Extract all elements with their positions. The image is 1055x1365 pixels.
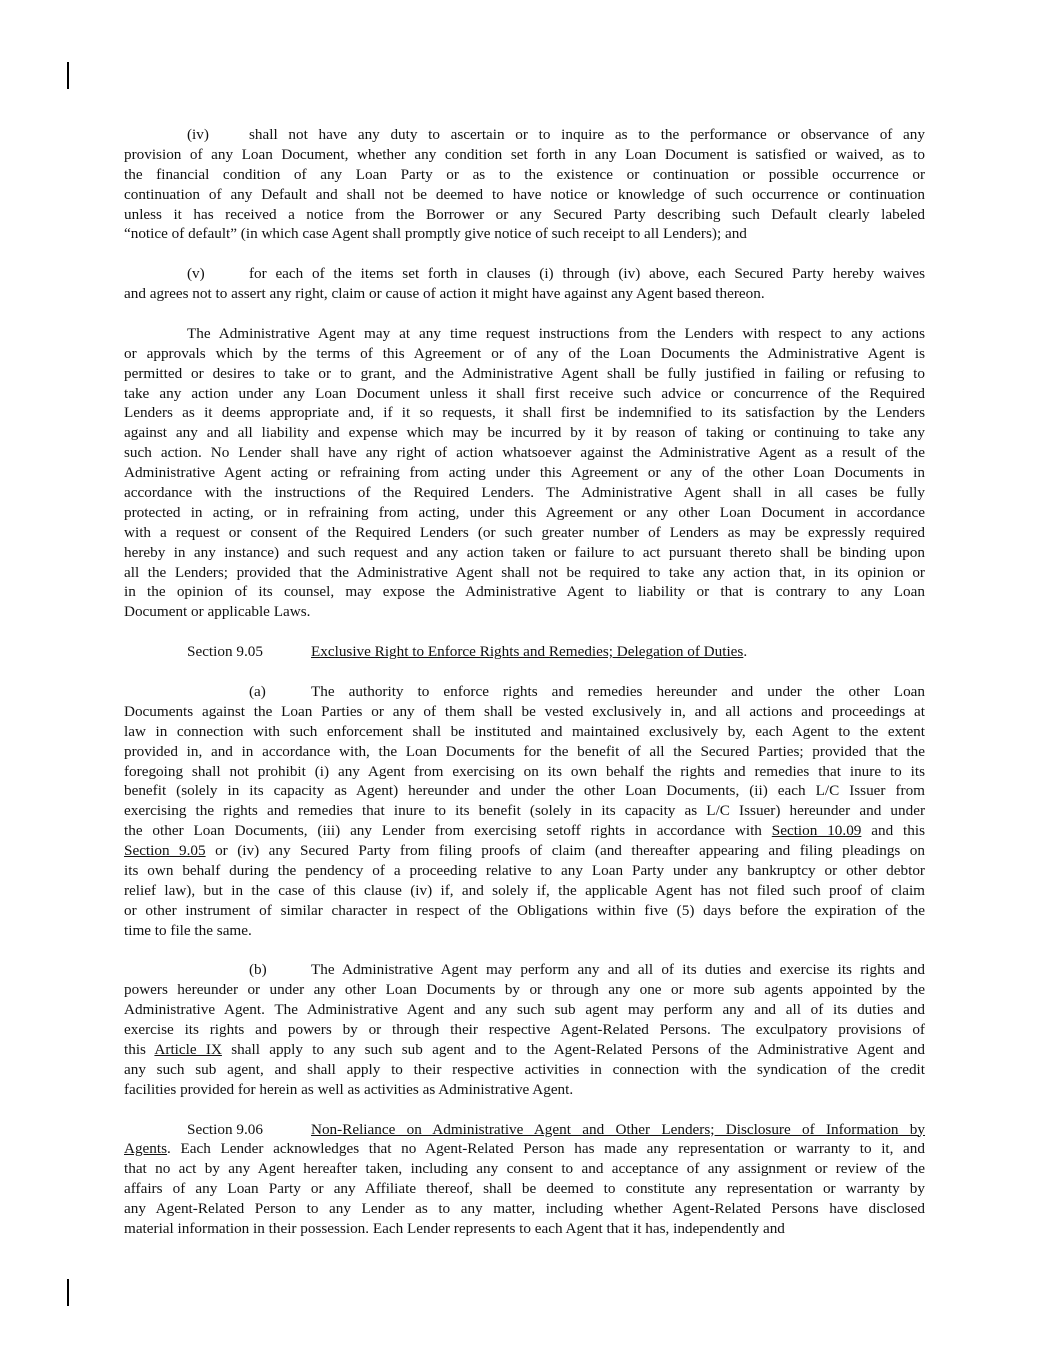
text-line: the other Loan Documents, (iii) any Lender from exercising setoff rights in accordance with Section 10.09 and this (124, 822, 926, 840)
text-line: with a request or consent of the Required Lenders (or such greater number of Lenders as may be expressly required (124, 523, 925, 541)
clause-label: Section 9.05 (187, 643, 263, 661)
text-line (124, 682, 925, 702)
text-line: or other instrument of similar character in respect of the Obligations within five (5) days before the expiration of the (124, 901, 925, 919)
clause-label: Section 9.06 (187, 1120, 263, 1138)
text-line: permitted or desires to take or to grant, and the Administrative Agent shall be fully justified in failing or refusing to (124, 364, 925, 382)
margin-change-bar (67, 1279, 69, 1306)
text-line (124, 264, 925, 284)
paragraph (124, 960, 925, 1099)
text-line: Administrative Agent. The Administrative Agent and any such sub agent may perform any and all of its duties and (124, 1001, 925, 1019)
text-line: Section 9.05 or (iv) any Secured Party from filing proofs of claim (and thereafter appearing and filing pleadings on (124, 842, 925, 860)
text-line: provision of any Loan Document, whether any condition set forth in any Loan Document is satisfied or waived, as to (124, 145, 925, 163)
section-heading (124, 1120, 925, 1239)
text-line (124, 642, 925, 662)
text-line (124, 1120, 925, 1140)
paragraph (124, 324, 925, 622)
text-line: hereby in any instance) and such request and any action taken or failure to act pursuant thereto shall be binding upon (124, 543, 925, 561)
text-line: law in connection with such enforcement shall be instituted and maintained exclusively by, each Agent to the extent (124, 722, 925, 740)
text-line: powers hereunder or under any other Loan Documents by or through any one or more sub agents appointed by the (124, 981, 925, 999)
text-line: facilities provided for herein as well as activities as Administrative Agent. (124, 1080, 574, 1098)
line-text: The Administrative Agent may perform any and all of its duties and exercise its rights and (311, 961, 925, 979)
line-text: Exclusive Right to Enforce Rights and Remedies; Delegation of Duties. (311, 643, 748, 661)
text-line: its own behalf during the pendency of a proceeding relative to any Loan Party under any bankruptcy or other debtor (124, 861, 925, 879)
text-line: material information in their possession. Each Lender represents to each Agent that it has, independently and (124, 1219, 785, 1237)
paragraph (124, 264, 925, 304)
clause-label: (a) (249, 682, 266, 700)
text-line: Lenders as it deems appropriate and, if it so requests, it shall first be indemnified to its satisfaction by the Lenders (124, 404, 925, 422)
clause-label: (iv) (187, 126, 209, 143)
cross-reference-link[interactable]: Agents (124, 1140, 168, 1158)
text-line: take any action under any Loan Document unless it shall first receive such advice or concurrence of the Required (124, 384, 925, 402)
cross-reference-link[interactable]: Section 9.05 (124, 842, 206, 860)
clause-label: (b) (249, 961, 267, 979)
text-line (124, 324, 925, 344)
document-body (124, 125, 925, 1239)
text-line: exercising the rights and remedies that inure to its benefit (solely in its capacity as L/C Issuer) hereunder and under (124, 802, 925, 820)
text-line: that no act by any Agent hereafter taken, including any consent to and acceptance of any assignment or review of the (124, 1160, 925, 1178)
text-line: or approvals which by the terms of this Agreement or of any of the Loan Documents the Administrative Agent is (124, 344, 925, 362)
section-heading (124, 642, 925, 662)
text-line: relief law), but in the case of this clause (iv) if, and solely if, the applicable Agent has not filed such proof of claim (124, 881, 925, 899)
line-text: shall not have any duty to ascertain or to inquire as to the performance or observance of any (249, 126, 925, 143)
text-line: any such sub agent, and shall apply to their respective activities in connection with the syndication of the credit (124, 1060, 925, 1078)
text-line: this Article IX shall apply to any such sub agent and to the Agent-Related Persons of the Administrative Agent and (124, 1040, 925, 1058)
line-text: The Administrative Agent may at any time request instructions from the Lenders with respect to any actions (187, 324, 925, 342)
text-line: benefit (solely in its capacity as Agent) hereunder and under the other Loan Documents, (ii) each L/C Issuer from (124, 782, 925, 800)
text-line: foregoing shall not prohibit (i) any Agent from exercising on its own behalf the rights and remedies that inure to its (124, 762, 925, 780)
text-line: unless it has received a notice from the Borrower or any Secured Party describing such Default clearly labeled (124, 205, 925, 223)
text-line: all the Lenders; provided that the Administrative Agent shall not be required to take any action that, in its opinion or (124, 563, 925, 581)
text-line: against any and all liability and expense which may be incurred by it by reason of taking or continuing to take any (124, 424, 925, 442)
text-line: Administrative Agent acting or refraining from acting under this Agreement or any of the other Loan Documents in (124, 464, 925, 482)
line-text: for each of the items set forth in clauses (i) through (iv) above, each Secured Party hereby waives (249, 265, 925, 283)
cross-reference-link[interactable]: Exclusive Right to Enforce Rights and Remedies; Delegation of Duties (311, 643, 744, 661)
text-line: such action. No Lender shall have any right of action whatsoever against the Administrative Agent as a result of the (124, 444, 925, 462)
text-line: “notice of default” (in which case Agent shall promptly give notice of such receipt to all Lenders); and (124, 225, 747, 243)
cross-reference-link[interactable]: Non-Reliance on Administrative Agent and Other Lenders; Disclosure of Information by (311, 1120, 925, 1138)
text-line: accordance with the instructions of the Required Lenders. The Administrative Agent shall in all cases be fully (124, 484, 925, 502)
text-line: any Agent-Related Person to any Lender as to any matter, including whether Agent-Related Persons have disclosed (124, 1200, 925, 1218)
text-line: provided in, and in accordance with, the Loan Documents for the benefit of all the Secured Parties; provided that the (124, 742, 925, 760)
line-text (311, 1120, 925, 1140)
text-line: Document or applicable Laws. (124, 603, 311, 621)
text-line: the financial condition of any Loan Party or as to the existence or continuation or possible occurrence or (124, 165, 925, 183)
margin-change-bar (67, 62, 69, 89)
paragraph (124, 682, 925, 941)
text-line: affairs of any Loan Party or any Affiliate thereof, shall be deemed to constitute any representation or warranty by (124, 1180, 925, 1198)
cross-reference-link[interactable]: Section 10.09 (771, 822, 862, 840)
text-line: Documents against the Loan Parties or any of them shall be vested exclusively in, and all actions and proceedings at (124, 702, 925, 720)
text-line (124, 960, 925, 980)
cross-reference-link[interactable]: Article IX (154, 1040, 222, 1058)
text-line: in the opinion of its counsel, may expose the Administrative Agent to liability or that is contrary to any Loan (124, 583, 925, 601)
text-line (124, 125, 925, 145)
line-text: The authority to enforce rights and remedies hereunder and under the other Loan (311, 682, 925, 700)
clause-label: (v) (187, 265, 205, 283)
text-line: protected in acting, or in refraining from acting, under this Agreement or any other Loan Document in accordance (124, 503, 925, 521)
text-line: and agrees not to assert any right, claim or cause of action it might have against any Agent based thereon. (124, 285, 765, 303)
text-line: Agents. Each Lender acknowledges that no Agent-Related Person has made any representation or warranty to it, and (124, 1140, 925, 1158)
paragraph (124, 125, 925, 244)
text-line: continuation of any Default and shall not be deemed to have notice or knowledge of such occurrence or continuation (124, 185, 925, 203)
text-line: exercise its rights and powers by or through their respective Agent-Related Persons. The exculpatory provisions of (124, 1021, 925, 1039)
text-line: time to file the same. (124, 921, 252, 939)
